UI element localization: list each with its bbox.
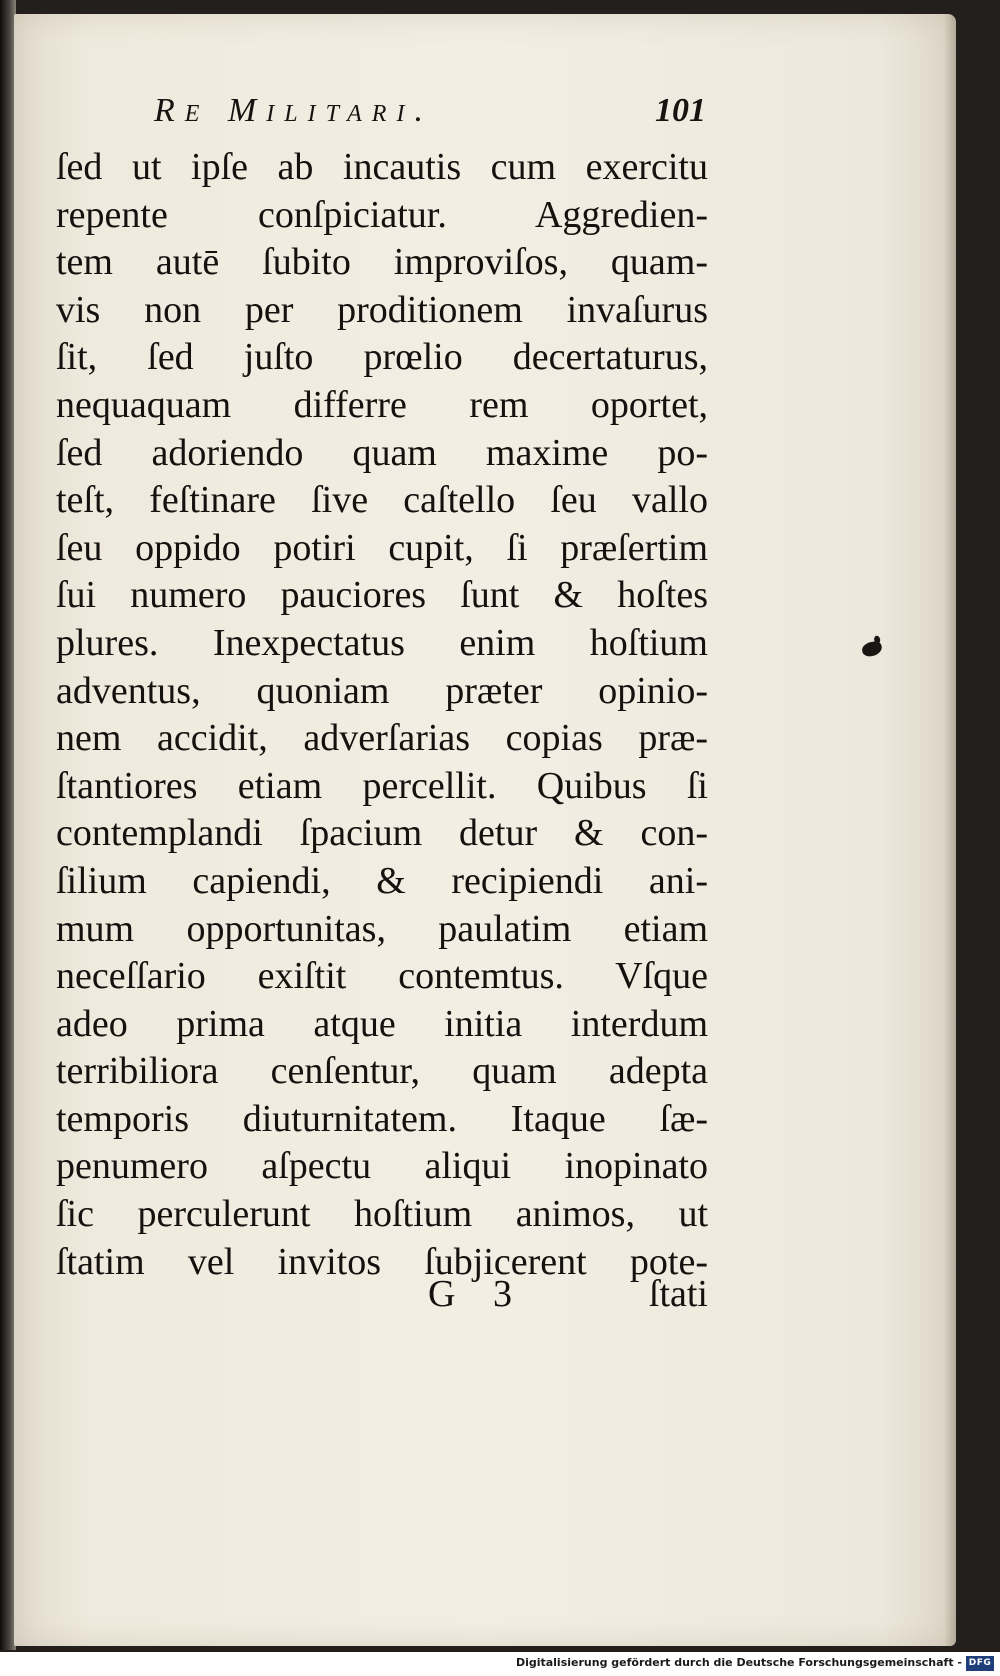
text-line: tem autē ſubito improviſos, quam- bbox=[56, 241, 708, 284]
text-line: ſui numero pauciores ſunt & hoſtes bbox=[56, 574, 708, 617]
text-line: nequaquam differre rem oportet, bbox=[56, 383, 708, 426]
text-line: ſed ut ipſe ab incautis cum exercitu bbox=[56, 146, 708, 188]
text-line: ſed adoriendo quam maxime po- bbox=[56, 431, 708, 474]
digitization-credit: Digitalisierung gefördert durch die Deutsche Forschungsgemeinschaft - bbox=[515, 1656, 962, 1669]
text-line: adeo prima atque initia interdum bbox=[56, 1002, 708, 1045]
page-number: 101 bbox=[655, 92, 706, 129]
text-line: ſilium capiendi, & recipiendi ani- bbox=[56, 859, 708, 902]
text-line: ſtatim vel invitos ſubjicerent pote- bbox=[56, 1240, 708, 1283]
text-line: contemplandi ſpacium detur & con- bbox=[56, 812, 708, 855]
signature-mark: G 3 bbox=[428, 1273, 526, 1315]
body-text bbox=[56, 144, 708, 1286]
text-line: nem accidit, adverſarias copias præ- bbox=[56, 717, 708, 760]
text-line: adventus, quoniam præter opinio- bbox=[56, 669, 708, 712]
text-line: ſtantiores etiam percellit. Quibus ſi bbox=[56, 764, 708, 807]
page-header bbox=[146, 92, 706, 136]
text-line: terribiliora cenſentur, quam adepta bbox=[56, 1050, 708, 1093]
dfg-logo[interactable]: DFG bbox=[966, 1656, 994, 1671]
text-line: ſit, ſed juſto prœlio decertaturus, bbox=[56, 336, 708, 379]
text-line: plures. Inexpectatus enim hoſtium bbox=[56, 621, 708, 664]
credit-bar bbox=[0, 1652, 1000, 1676]
page-footer bbox=[56, 1272, 708, 1320]
text-line: ſeu oppido potiri cupit, ſi præſertim bbox=[56, 526, 708, 569]
catchword: ſtati bbox=[648, 1273, 708, 1315]
text-line: teſt, feſtinare ſive caſtello ſeu vallo bbox=[56, 479, 708, 522]
text-line: neceſſario exiſtit contemtus. Vſque bbox=[56, 955, 708, 998]
text-line: repente conſpiciatur. Aggredien- bbox=[56, 193, 708, 236]
text-line: vis non per proditionem invaſurus bbox=[56, 288, 708, 331]
text-line: mum opportunitas, paulatim etiam bbox=[56, 907, 708, 950]
page-edge-shadow bbox=[944, 14, 956, 1646]
text-line: penumero aſpectu aliqui inopinato bbox=[56, 1145, 708, 1188]
running-head: Re Militari. bbox=[154, 92, 433, 129]
text-line: ſic perculerunt hoſtium animos, ut bbox=[56, 1193, 708, 1236]
text-line: temporis diuturnitatem. Itaque ſæ- bbox=[56, 1097, 708, 1140]
